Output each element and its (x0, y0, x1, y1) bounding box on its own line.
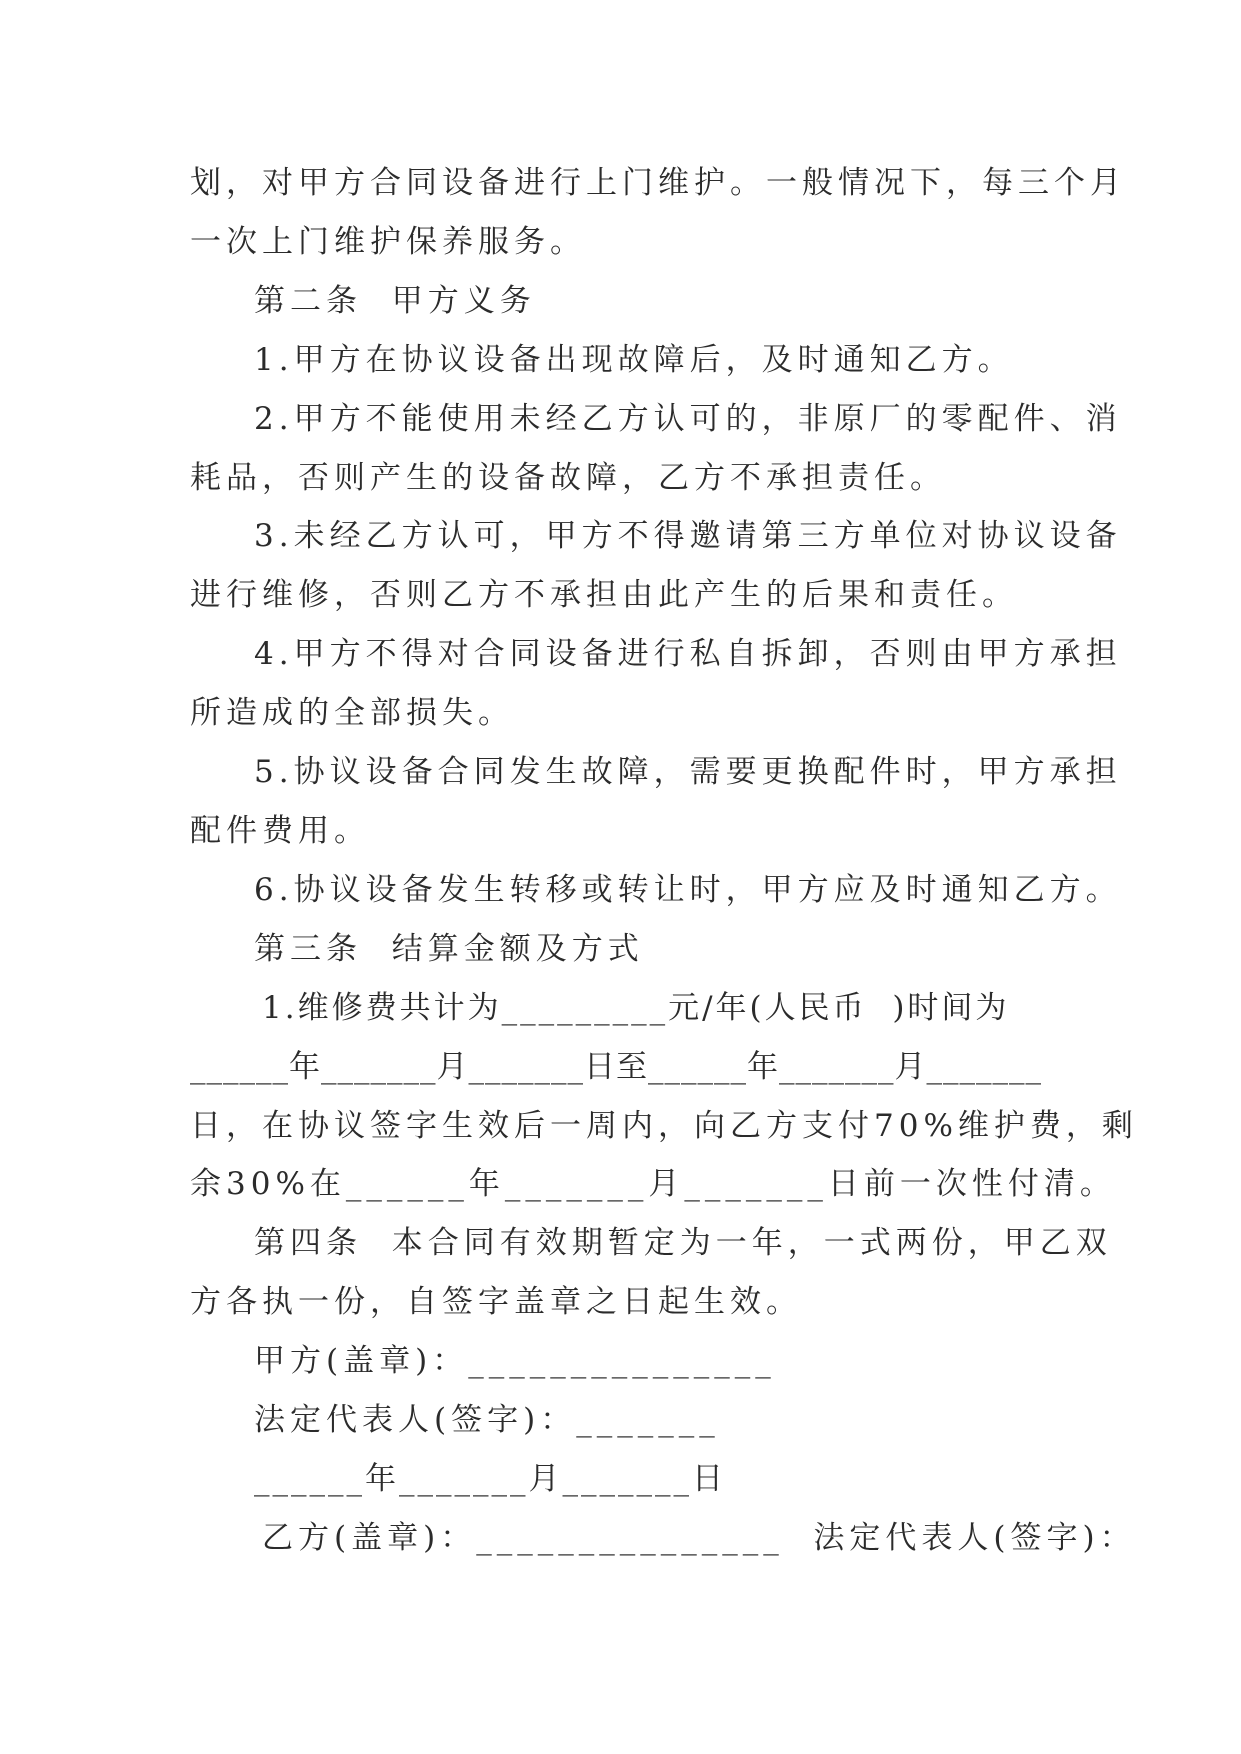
date-line: ______年_______月_______日 (254, 1461, 726, 1497)
text-line: 2.甲方不能使用未经乙方认可的，非原厂的零配件、消 (254, 401, 1122, 437)
text-line: 所造成的全部损失。 (190, 695, 514, 731)
text-line: ______年_______月_______日至______年_______月_______ (190, 1049, 1042, 1085)
text-line: 5.协议设备合同发生故障，需要更换配件时，甲方承担 (254, 754, 1122, 790)
text-line: 1.维修费共计为_________元/年(人民币 )时间为 (262, 990, 1010, 1026)
signature-line-party-b: 乙方(盖章)：_______________ 法定代表人(签字)： (262, 1520, 1136, 1556)
text-line: 划，对甲方合同设备进行上门维护。一般情况下，每三个月 (190, 165, 1126, 201)
text-line: 方各执一份，自签字盖章之日起生效。 (190, 1284, 802, 1320)
signature-line-party-a: 甲方(盖章)：_______________ (254, 1343, 776, 1379)
text-line: 进行维修，否则乙方不承担由此产生的后果和责任。 (190, 577, 1018, 613)
text-line: 3.未经乙方认可，甲方不得邀请第三方单位对协议设备 (254, 518, 1122, 554)
text-line: 日，在协议签字生效后一周内，向乙方支付70%维护费，剩 (190, 1108, 1138, 1144)
section-heading: 第二条 甲方义务 (254, 283, 536, 319)
section-heading: 第三条 结算金额及方式 (254, 931, 644, 967)
signature-line-representative: 法定代表人(签字)：_______ (254, 1402, 720, 1438)
text-line: 4.甲方不得对合同设备进行私自拆卸，否则由甲方承担 (254, 636, 1122, 672)
text-line: 余30%在______年_______月_______日前一次性付清。 (190, 1166, 1116, 1202)
text-line: 6.协议设备发生转移或转让时，甲方应及时通知乙方。 (254, 872, 1122, 908)
text-line: 一次上门维护保养服务。 (190, 224, 586, 260)
text-line: 1.甲方在协议设备出现故障后，及时通知乙方。 (254, 342, 1014, 378)
text-line: 配件费用。 (190, 813, 370, 849)
section-heading: 第四条 本合同有效期暂定为一年，一式两份，甲乙双 (254, 1225, 1112, 1261)
text-line: 耗品，否则产生的设备故障，乙方不承担责任。 (190, 460, 946, 496)
